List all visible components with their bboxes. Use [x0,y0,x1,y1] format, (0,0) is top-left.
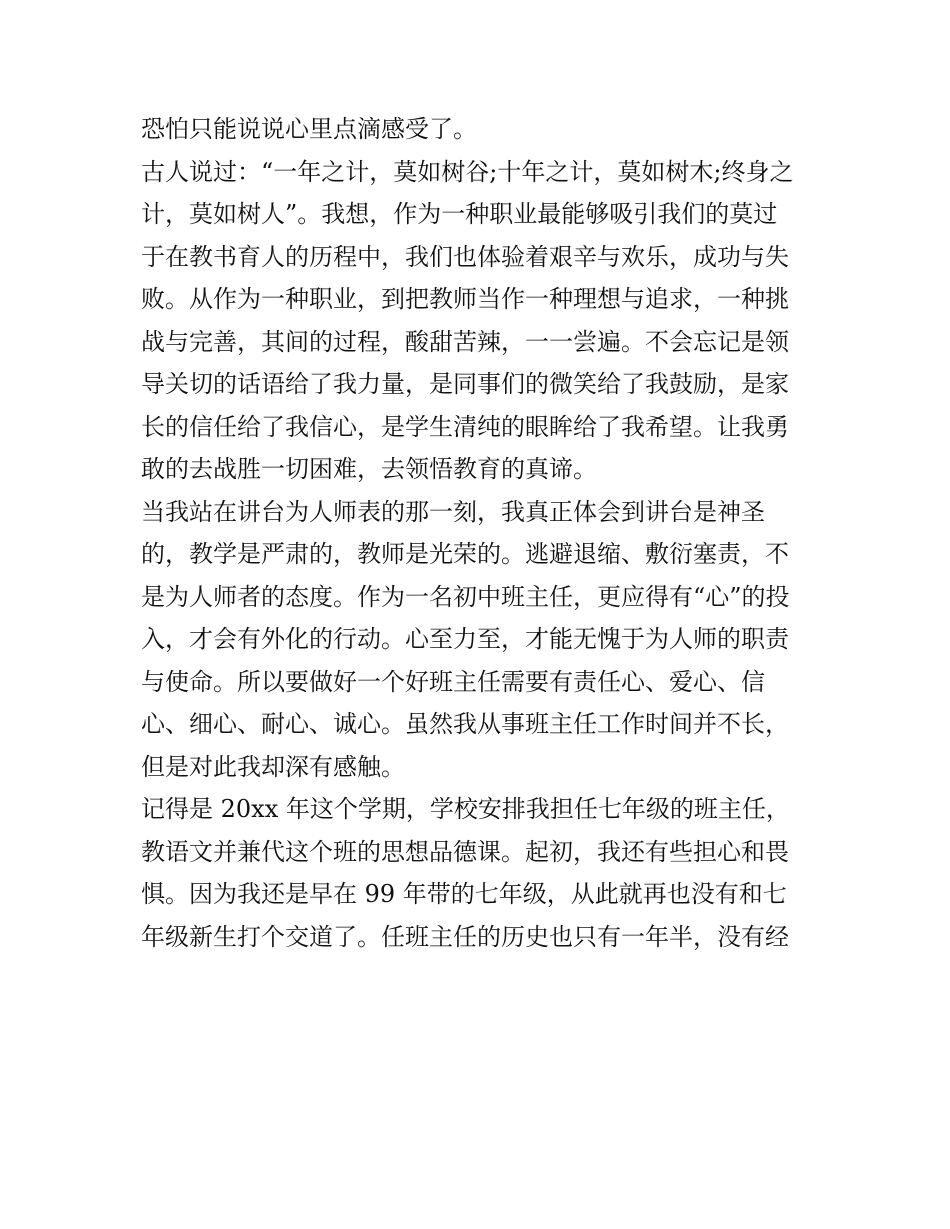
text-line: 年级新生打个交道了。任班主任的历史也只有一年半，没有经 [141,922,789,951]
text-line: 的，教学是严肃的，教师是光荣的。逃避退缩、敷衍塞责，不 [141,540,789,568]
text-line: 惧。因为我还是早在 99 年带的七年级，从此就再也没有和七 [141,880,787,908]
text-line: 败。从作为一种职业，到把教师当作一种理想与追求，一种挑 [141,285,789,313]
text-line: 导关切的话语给了我力量，是同事们的微笑给了我鼓励，是家 [141,370,789,398]
body-text [141,108,813,958]
text-line: 记得是 20xx 年这个学期，学校安排我担任七年级的班主任， [141,795,790,823]
text-line: 但是对此我却深有感触。 [141,752,405,781]
text-line: 是为人师者的态度。作为一名初中班主任，更应得有“心”的投 [141,582,790,611]
text-line: 于在教书育人的历程中，我们也体验着艰辛与欢乐，成功与失 [141,242,789,271]
text-line: 古人说过：“一年之计，莫如树谷;十年之计，莫如树木;终身之 [141,157,794,186]
text-line: 计，莫如树人”。我想，作为一种职业最能够吸引我们的莫过 [141,200,778,228]
text-line: 与使命。所以要做好一个好班主任需要有责任心、爱心、信 [141,667,765,696]
text-line: 教语文并兼代这个班的思想品德课。起初，我还有些担心和畏 [141,837,789,866]
text-line: 心、细心、耐心、诚心。虽然我从事班主任工作时间并不长， [141,710,789,738]
text-line: 入，才会有外化的行动。心至力至，才能无愧于为人师的职责 [141,625,789,653]
text-line: 战与完善，其间的过程，酸甜苦辣，一一尝遍。不会忘记是领 [141,327,789,356]
text-line: 当我站在讲台为人师表的那一刻，我真正体会到讲台是神圣 [141,497,765,526]
text-line: 恐怕只能说说心里点滴感受了。 [141,115,477,143]
text-line: 敢的去战胜一切困难，去领悟教育的真谛。 [141,455,597,483]
text-line: 长的信任给了我信心，是学生清纯的眼眸给了我希望。让我勇 [141,412,789,441]
